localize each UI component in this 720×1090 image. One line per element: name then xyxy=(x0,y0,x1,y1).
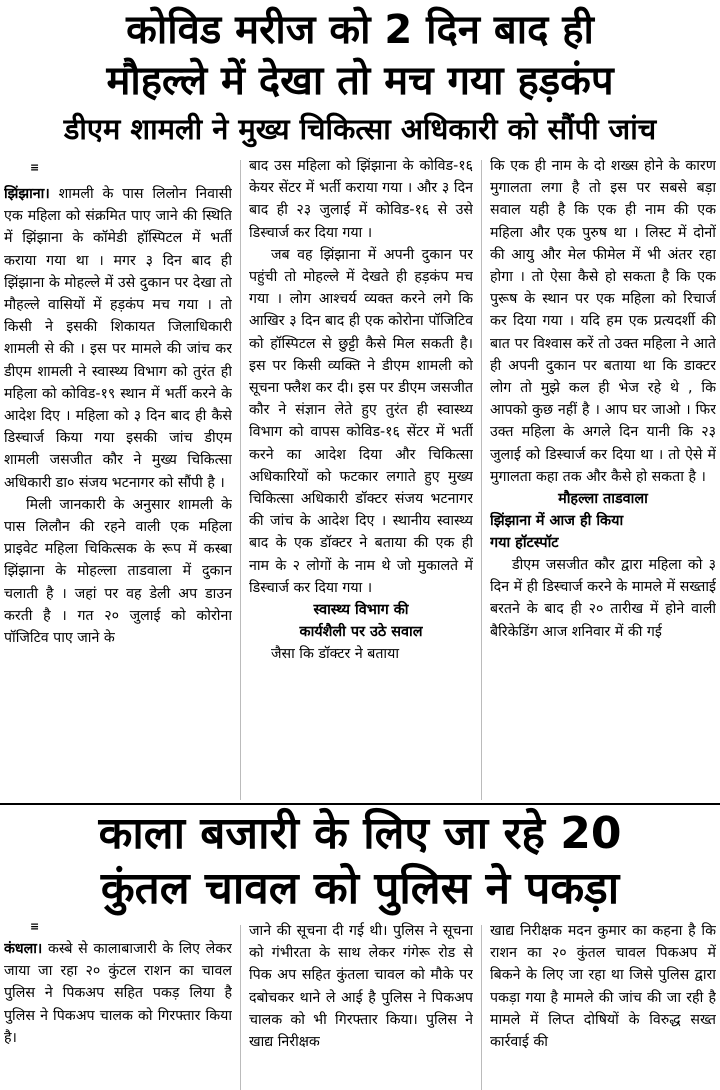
story1-dateline: झिंझाना। xyxy=(4,186,50,202)
story2-col3-paragraph-1: खाद्य निरीक्षक मदन कुमार का कहना है कि राशन का २० कुंतल चावल पिकअप में बिकने के लिए जा रहा था जिसे पुलिस द्वारा पकड़ा गया है मामले की जांच की जा रही है मामले में लिप्त दोषियों के विरुद्ध सख्त कार्रवाई की xyxy=(490,923,716,1051)
story1-col2-paragraph-2: जब वह झिंझाना में अपनी दुकान पर पहुंची तो मोहल्ले में देखते ही हड़कंप मच गया । लोग आश्चर्य व्यक्त करने लगे कि आखिर ३ दिन बाद ही एक कोरोना पॉजिटिव को हॉस्पिटल से छुट्टी कैसे मिल सकती है। इस पर किसी व्यक्ति ने डीएम शामली को सूचना फ्लैश कर दी। इस पर डीएम जसजीत कौर ने संज्ञान लेते हुए तुरंत ही स्वास्थ्य विभाग को वापस कोविड-१६ सेंटर में भर्ती करने का आदेश दिया और चिकित्सा अधिकारियों को फटकार लगाते हुए मुख्य चिकित्सा अधिकारी डॉक्टर संजय भटनागर की जांच के आदेश दिए । स्थानीय स्वास्थ्य बाद के एक डॉक्टर ने बताया की एक ही नाम के २ लोगों के नाम थे जो मुकालते में डिस्चार्ज कर दिया गया । xyxy=(249,246,473,596)
story2-column-2 xyxy=(249,920,473,1090)
story2-column-3 xyxy=(490,920,716,1090)
story2-col1-paragraph-1 xyxy=(4,938,232,1049)
column-divider xyxy=(481,925,482,1090)
story1-col2-subheading-line2: कार्यशैली पर उठे सवाल xyxy=(299,624,423,641)
story-separator-rule xyxy=(0,803,720,805)
story1-column-2 xyxy=(249,155,473,803)
story1-headline-line1: कोविड मरीज को 2 दिन बाद ही xyxy=(126,7,594,53)
story2-col1-text-1: कस्बे से कालाबाजारी के लिए लेकर जाया जा रहा २० कुंटल राशन का चावल पुलिस ने पिकअप सहित पकड़ लिया है पुलिस ने पिकअप चालक को गिरफ्तार किया है। xyxy=(4,941,232,1046)
column-divider xyxy=(240,925,241,1090)
story1-column-3 xyxy=(490,155,716,803)
story1-column-1 xyxy=(4,155,232,803)
story2-dateline: कंधला। xyxy=(4,941,43,957)
story1-col2-paragraph-3: जैसा कि डॉक्टर ने बताया xyxy=(271,646,399,663)
story2-headline-line2: कुंतल चावल को पुलिस ने पकड़ा xyxy=(100,863,620,914)
story1-col2-subheading-line1: स्वास्थ्य विभाग की xyxy=(313,602,409,619)
story1-subheadline: डीएम शामली ने मुख्य चिकित्सा अधिकारी को सौंपी जांच xyxy=(63,112,657,146)
story1-col3-subheading-line3: गया हॉटस्पॉट xyxy=(490,535,559,552)
story1-col1-text-1: शामली के पास लिलोन निवासी एक महिला को संक्रमित पाए जाने की स्थिति में झिंझाना के कॉमेडी हॉस्पिटल में भर्ती कराया गया था । मगर ३ दिन बाद ही झिंझाना के मोहल्ले में उसे दुकान पर देखा तो मौहल्ले वासियों में हड़कंप मच गया । तो किसी ने इसकी शिकायत जिलाधिकारी शामली से की । इस पर मामले की जांच कर डीएम शामली ने स्वास्थ्य विभाग को तुरंत ही महिला को कोविड-१९ स्थान में भर्ती करने के आदेश दिए । महिला को ३ दिन बाद ही कैसे डिस्चार्ज किया गया इसकी जांच डीएम शामली जसजीत कौर ने मुख्य चिकित्सा अधिकारी डा० संजय भटनागर को सौंपी है । xyxy=(4,186,232,491)
story2-column-1 xyxy=(4,920,232,1090)
story1-col3-subheading-line2: झिंझाना में आज ही किया xyxy=(490,513,624,530)
story1-col2-paragraph-1: बाद उस महिला को झिंझाना के कोविड-१६ केयर सेंटर में भर्ती कराया गया । और ३ दिन बाद ही २३ जुलाई में कोविड-१६ से उसे डिस्चार्ज कर दिया गया । xyxy=(249,158,473,241)
story2-col2-paragraph-1: जाने की सूचना दी गई थी। पुलिस ने सूचना को गंभीरता के साथ लेकर गंगेरू रोड से पिक अप सहित कुंतला चावल को मौके पर दबोचकर थाने ले आई है पुलिस ने पिकअप चालक को भी गिरफ्तार किया। पुलिस ने खाद्य निरीक्षक xyxy=(249,923,473,1051)
column-divider xyxy=(481,160,482,800)
newspaper-logo-mark: ≡ xyxy=(30,161,40,174)
story1-col1-paragraph-2: मिली जानकारी के अनुसार शामली के पास लिलौन की रहने वाली एक महिला प्राइवेट महिला चिकित्सक के रूप में कस्बा झिंझाना के मोहल्ला ताडवाला में दुकान चलाती है । जहां पर वह डेली अप डाउन करती है । गत २० जुलाई को कोरोना पॉजिटिव पाए जाने के xyxy=(4,496,232,647)
story2-headline-line1: काला बजारी के लिए जा रहे 20 xyxy=(98,808,622,859)
story1-col3-paragraph-2: डीएम जसजीत कौर द्वारा महिला को ३ दिन में ही डिस्चार्ज करने के मामले में सख्ताई बरतने के बाद ही २० तारीख में होने वाली बैरिकेडिंग आज शनिवार में की गई xyxy=(490,557,716,640)
story1-col1-paragraph-1 xyxy=(4,183,232,494)
story1-col3-subheading-line1: मौहल्ला ताडवाला xyxy=(558,491,648,508)
story1-headline-line2: मौहल्ले में देखा तो मच गया हड़कंप xyxy=(106,58,614,104)
column-divider xyxy=(240,160,241,800)
story1-col3-paragraph-1: कि एक ही नाम के दो शख्स होने के कारण मुगालता लगा है तो इस पर सबसे बड़ा सवाल यही है कि एक ही नाम की एक महिला और एक पुरुष था । लिस्ट में दोनों की आयु और मेल फीमेल में भी अंतर रहा होगा । तो ऐसा कैसे हो सकता है कि एक पुरूष के स्थान पर एक महिला को रिचार्ज कर दिया गया । यदि हम एक प्रत्यदर्शी की बात पर विश्वास करें तो उक्त महिला ने आते ही अपनी दुकान पर बताया था कि डाक्टर लोग तो मुझे कल ही भेज रहे थे , कि आपको कुछ नहीं है । आप घर जाओ । फिर उक्त महिला के अगले दिन यानी कि २३ जुलाई को डिस्चार्ज कर दिया था । तो ऐसे में मुगालता कहा तक और कैसे हो सकता है । xyxy=(490,158,716,485)
newspaper-logo-mark: ≡ xyxy=(30,920,40,933)
